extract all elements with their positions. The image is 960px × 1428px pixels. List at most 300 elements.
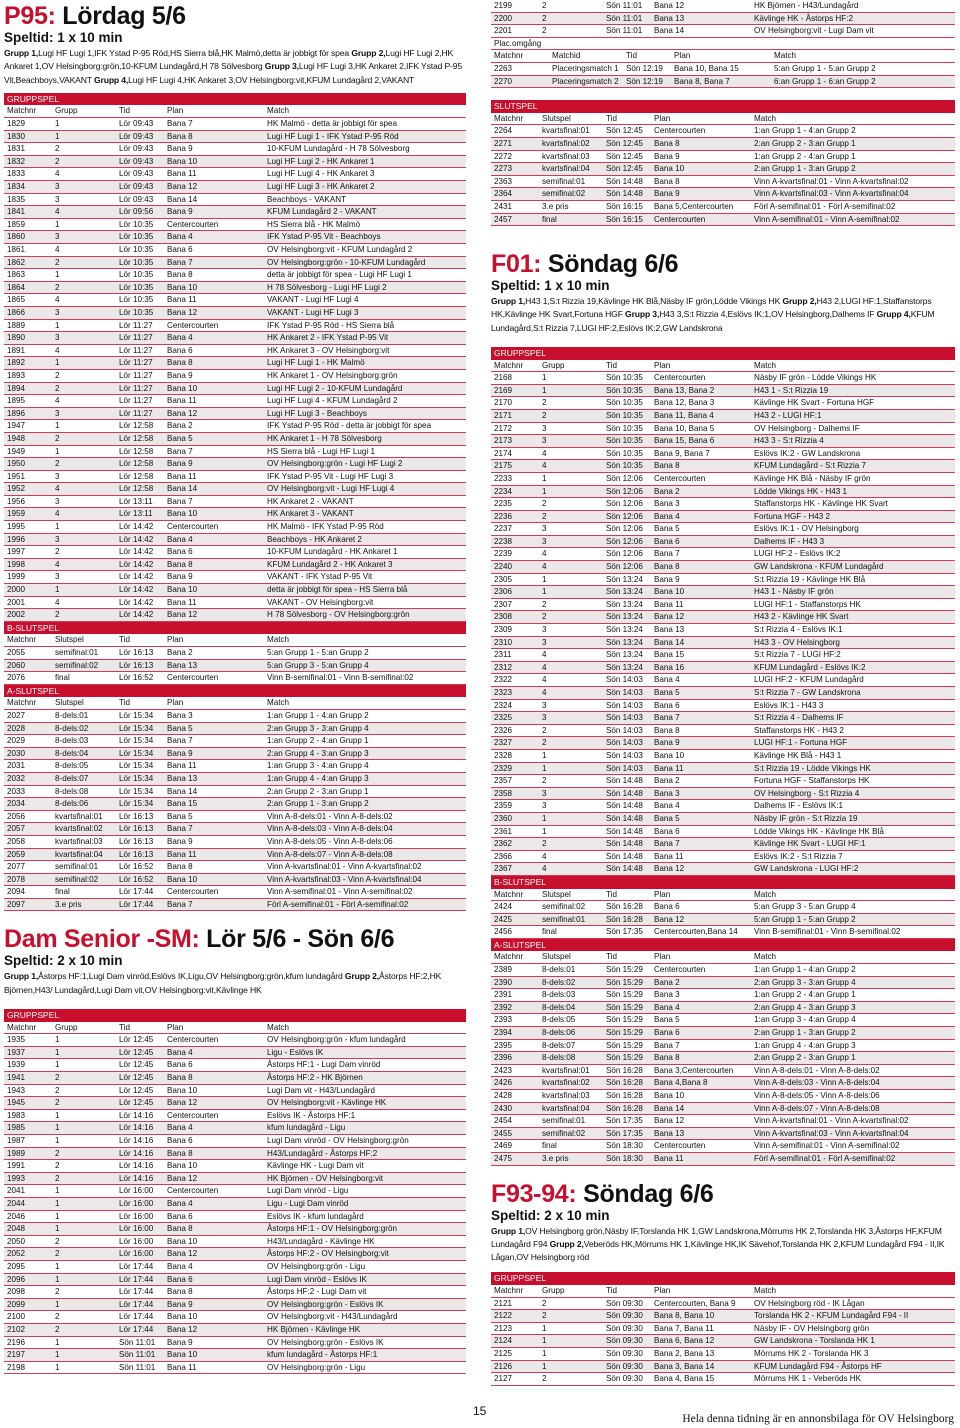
table-cell: Bana 8 xyxy=(167,1224,193,1234)
table-cell: Bana 9 xyxy=(654,738,680,748)
table-cell: Vinn A-kvartsfinal:01 - Vinn A-kvartsfinal:02 xyxy=(267,862,422,872)
table-cell: S:t Rizzia 7 - GW Landskrona xyxy=(754,688,861,698)
table-cell: Sön 09:30 xyxy=(606,1336,643,1346)
table-row xyxy=(491,1103,955,1116)
table-row xyxy=(491,863,955,876)
table-cell: Lör 16:13 xyxy=(119,660,154,670)
table-cell: Lör 14:42 xyxy=(119,585,154,595)
table-cell: Bana 6 xyxy=(167,547,193,557)
table-row xyxy=(491,1310,955,1323)
table-cell: Lör 15:34 xyxy=(119,748,154,758)
table-cell: 2 xyxy=(55,144,60,154)
table-cell: Förl A-semifinal:01 - Förl A-semifinal:02 xyxy=(267,899,409,909)
table-cell: Lör 10:35 xyxy=(119,282,154,292)
table-cell: 10-KFUM Lundagård - HK Ankaret 1 xyxy=(267,547,398,557)
table-cell: Lör 15:34 xyxy=(119,723,154,733)
table-cell: Bana 4 xyxy=(654,1002,680,1012)
table-cell: Lör 14:16 xyxy=(119,1173,154,1183)
table-cell: semifinal:01 xyxy=(55,648,99,658)
table-cell: Sön 13:24 xyxy=(606,574,643,584)
table-cell: 1991 xyxy=(7,1161,26,1171)
table-cell: 1:an Grupp 4 - 4:an Grupp 3 xyxy=(267,773,369,783)
table-cell: 2323 xyxy=(494,688,513,698)
table-cell: Sön 14:48 xyxy=(606,826,643,836)
table-cell: final xyxy=(542,214,557,224)
section-bar: GRUPPSPEL xyxy=(4,93,466,106)
table-cell: 1:an Grupp 3 - 4:an Grupp 4 xyxy=(754,1015,856,1025)
table-cell: Bana 8 xyxy=(654,1053,680,1063)
spacer xyxy=(491,335,955,347)
table-cell: Eslövs IK:2 - GW Landskrona xyxy=(754,448,861,458)
table-cell: Åstorps HF:1 - OV Helsingborg:grön xyxy=(267,1224,398,1234)
table-cell: 1892 xyxy=(7,358,26,368)
table-cell: Bana 11 xyxy=(167,471,197,481)
table-cell: Bana 8 xyxy=(167,1148,193,1158)
table-cell: 2392 xyxy=(494,1002,513,1012)
table-cell: S:t Rizzia 4 - Eslövs IK:1 xyxy=(754,625,843,635)
table-row xyxy=(4,1047,466,1060)
heading-code: P95: xyxy=(4,2,56,30)
table-cell: 2233 xyxy=(494,473,513,483)
table-cell: Bana 4,Bana 8 xyxy=(654,1078,708,1088)
table-row xyxy=(4,282,466,295)
table-cell: 2094 xyxy=(7,887,26,897)
table-row xyxy=(491,1335,955,1348)
table-cell: 1 xyxy=(55,585,60,595)
table-cell: 2 xyxy=(55,1249,60,1259)
table-row xyxy=(491,138,955,151)
table-cell: 2391 xyxy=(494,990,513,1000)
group-teams: Lugi HF Lugi 1,IFK Ystad P-95 Röd,HS Sierra blå,HK Malmö,detta är jobbigt för spea xyxy=(38,48,352,58)
table-row xyxy=(4,269,466,282)
table-cell: 1:an Grupp 3 - 4:an Grupp 4 xyxy=(267,761,369,771)
table-cell: Bana 9 xyxy=(167,748,193,758)
table-cell: 1 xyxy=(542,486,547,496)
section-heading xyxy=(4,925,466,953)
table-cell: Bana 2 xyxy=(654,977,680,987)
table-cell: Lör 16:52 xyxy=(119,874,154,884)
table-cell: 4 xyxy=(542,650,547,660)
table-cell: 2031 xyxy=(7,761,26,771)
table-cell: Förl A-semifinal:01 - Förl A-semifinal:02 xyxy=(754,201,896,211)
table-row xyxy=(491,0,955,13)
table-cell: 3.e pris xyxy=(542,1153,569,1163)
table-cell: Sön 17:35 xyxy=(606,1128,643,1138)
table-cell: 2328 xyxy=(494,750,513,760)
table-cell: Bana 10 xyxy=(654,1091,685,1101)
table-cell: Bana 6 xyxy=(167,245,193,255)
table-cell: 2078 xyxy=(7,874,26,884)
table-cell: Lör 17:44 xyxy=(119,1274,154,1284)
table-cell: Sön 14:48 xyxy=(606,864,643,874)
table-cell: 4 xyxy=(542,549,547,559)
table-row xyxy=(491,561,955,574)
table-cell: 8-dels:06 xyxy=(542,1028,576,1038)
spacer xyxy=(4,911,466,925)
table-cell: 2 xyxy=(542,1298,547,1308)
table-cell: 2 xyxy=(55,459,60,469)
table-cell: kvartsfinal:04 xyxy=(55,849,103,859)
column-header: Plan xyxy=(654,360,671,370)
table-cell: 2324 xyxy=(494,700,513,710)
table-cell: 2310 xyxy=(494,637,513,647)
table-cell: 1949 xyxy=(7,446,26,456)
table-cell: Lör 10:35 xyxy=(119,232,154,242)
table-cell: semifinal:02 xyxy=(542,189,586,199)
table-cell: KFUM Lundagård - Eslövs IK:2 xyxy=(754,662,866,672)
column-header: Matchnr xyxy=(494,113,524,123)
column-header: Tid xyxy=(119,698,130,708)
table-cell: 2 xyxy=(55,156,60,166)
table-cell: Lör 16:00 xyxy=(119,1236,154,1246)
table-row xyxy=(491,750,955,763)
table-cell: 2032 xyxy=(7,773,26,783)
table-cell: 5:an Grupp 1 - 5:an Grupp 2 xyxy=(267,648,369,658)
table-cell: HK Ankaret 3 - VAKANT xyxy=(267,509,354,519)
table-header xyxy=(4,105,466,118)
table-cell: Bana 3 xyxy=(654,788,680,798)
group-teams: Veberöds HK,Mörrums HK 1,Kävlinge HK,IK Sävehof,Torslanda HK 2,KFUM Lundagård F94 - II,IK Lågan,OV Helsingborg röd xyxy=(491,1238,945,1263)
table-cell: 2 xyxy=(55,282,60,292)
table-cell: 2456 xyxy=(494,927,513,937)
table-cell: 1 xyxy=(542,473,547,483)
table-cell: Bana 11 xyxy=(654,851,684,861)
table-cell: Sön 12:06 xyxy=(606,562,643,572)
table-cell: Bana 8 xyxy=(167,131,193,141)
table-cell: 2364 xyxy=(494,189,513,199)
table-row xyxy=(4,458,466,471)
table-cell: 2121 xyxy=(494,1298,513,1308)
table-cell: 2 xyxy=(55,547,60,557)
table-cell: 2 xyxy=(542,1311,547,1321)
table-cell: 2:an Grupp 1 - 3:an Grupp 2 xyxy=(754,1028,856,1038)
table-cell: Lör 17:44 xyxy=(119,1261,154,1271)
table-cell: Dalhems IF - H43 3 xyxy=(754,536,825,546)
table-row xyxy=(491,788,955,801)
table-cell: Lör 14:42 xyxy=(119,559,154,569)
table-cell: 2060 xyxy=(7,660,26,670)
table-cell: HK Malmö - detta är jobbigt för spea xyxy=(267,119,398,129)
table-cell: 2396 xyxy=(494,1053,513,1063)
table-cell: Sön 16:15 xyxy=(606,201,643,211)
table-cell: 3 xyxy=(55,232,60,242)
table-cell: 3 xyxy=(542,713,547,723)
table-cell: Lör 16:13 xyxy=(119,849,154,859)
table-cell: Bana 14 xyxy=(654,26,685,36)
table-cell: 1 xyxy=(55,1261,60,1271)
table-cell: final xyxy=(542,927,557,937)
table-cell: 2027 xyxy=(7,710,26,720)
table-cell: Sön 12:45 xyxy=(606,164,643,174)
table-cell: Bana 12 xyxy=(167,1098,198,1108)
table-cell: Bana 11 xyxy=(167,396,197,406)
group-teams: H43 3,S:t Rizzia 4,Eslövs IK:1,OV Helsingborg,Dalhems IF xyxy=(659,309,877,320)
table-cell: 1 xyxy=(55,1060,60,1070)
table-cell: 1 xyxy=(542,750,547,760)
table-cell: 1890 xyxy=(7,333,26,343)
table-cell: 8-dels:05 xyxy=(542,1015,576,1025)
table-cell: 2325 xyxy=(494,713,513,723)
table-cell: 1835 xyxy=(7,194,26,204)
table-cell: 3 xyxy=(55,534,60,544)
table-row xyxy=(4,647,466,660)
table-cell: Lödde Vikings HK - Kävlinge HK Blå xyxy=(754,826,884,836)
table-row xyxy=(4,672,466,685)
table-cell: Bana 10 xyxy=(167,1350,198,1360)
table-cell: Torslanda HK 2 - KFUM Lundagård F94 - II xyxy=(754,1311,909,1321)
table-cell: 2100 xyxy=(7,1312,26,1322)
table-cell: 4 xyxy=(55,509,60,519)
table-cell: Lör 16:52 xyxy=(119,673,154,683)
table-cell: Bana 11 xyxy=(654,1153,684,1163)
table-cell: KFUM Lundagård - S:t Rizzia 7 xyxy=(754,461,867,471)
table-cell: kvartsfinal:01 xyxy=(542,1065,590,1075)
table-cell: 1 xyxy=(55,1274,60,1284)
table-cell: Lör 14:16 xyxy=(119,1161,154,1171)
column-header: Matchid xyxy=(552,51,581,61)
table-cell: 1 xyxy=(542,1336,547,1346)
table-row xyxy=(4,609,466,622)
column-header: Matchnr xyxy=(494,1286,524,1296)
table-cell: Bana 8 xyxy=(654,138,680,148)
table-cell: Sön 09:30 xyxy=(606,1349,643,1359)
table-row xyxy=(4,748,466,761)
table-cell: Centercourten xyxy=(167,887,219,897)
table-cell: Bana 8 xyxy=(167,559,193,569)
section-bar: A-SLUTSPEL xyxy=(491,939,955,952)
table-cell: 1859 xyxy=(7,219,26,229)
table-row xyxy=(4,320,466,333)
table-row xyxy=(491,1348,955,1361)
table-cell: 2041 xyxy=(7,1186,26,1196)
table-row xyxy=(4,508,466,521)
table-cell: Lör 17:44 xyxy=(119,1299,154,1309)
table-cell: semifinal:02 xyxy=(542,902,586,912)
table-cell: 2425 xyxy=(494,914,513,924)
table-row xyxy=(4,861,466,874)
table-header xyxy=(491,360,955,373)
column-header: Match xyxy=(267,635,290,645)
table-cell: LUGI HF:1 - Staffanstorps HK xyxy=(754,599,861,609)
table-cell: Lugi Dam vit - H43/Lundagård xyxy=(267,1085,375,1095)
table-header xyxy=(491,113,955,126)
table-cell: Bana 12 xyxy=(167,1173,198,1183)
table-cell: Lör 16:13 xyxy=(119,648,154,658)
table-cell: 8-dels:01 xyxy=(55,710,89,720)
table-cell: 2 xyxy=(542,776,547,786)
table-cell: final xyxy=(55,673,70,683)
table-cell: Lör 15:34 xyxy=(119,786,154,796)
table-cell: 4 xyxy=(542,675,547,685)
table-cell: 1862 xyxy=(7,257,26,267)
table-cell: final xyxy=(55,887,70,897)
table-cell: 2 xyxy=(55,370,60,380)
column-header: Match xyxy=(267,106,290,116)
table-cell: 1983 xyxy=(7,1110,26,1120)
table-cell: Åstorps HF:2 - OV Helsingborg:vit xyxy=(267,1249,389,1259)
table-cell: 2393 xyxy=(494,1015,513,1025)
table-cell: Bana 10 xyxy=(167,874,198,884)
table-cell: Sön 10:35 xyxy=(606,461,643,471)
table-cell: Bana 6 xyxy=(654,1028,680,1038)
table-cell: Lör 12:58 xyxy=(119,421,154,431)
table-cell: 2 xyxy=(55,1073,60,1083)
table-row xyxy=(4,370,466,383)
table-cell: 4 xyxy=(542,461,547,471)
table-cell: Bana 2 xyxy=(167,648,193,658)
table-row xyxy=(491,76,955,89)
table-cell: Lör 15:34 xyxy=(119,773,154,783)
table-row xyxy=(4,823,466,836)
table-row xyxy=(491,725,955,738)
table-cell: 1866 xyxy=(7,307,26,317)
section-bar: B-SLUTSPEL xyxy=(491,876,955,889)
table-row xyxy=(491,574,955,587)
footer-note: Hela denna tidning är en annonsbilaga för OV Helsingborg xyxy=(682,1413,954,1425)
table-cell: kvartsfinal:02 xyxy=(55,824,103,834)
heading-title: Lör 5/6 - Sön 6/6 xyxy=(199,925,395,954)
table-cell: 2270 xyxy=(494,76,513,86)
column-header: Tid xyxy=(606,113,617,123)
table-cell: 2:an Grupp 1 - 3:an Grupp 2 xyxy=(754,164,856,174)
table-cell: Bana 14 xyxy=(654,637,685,647)
table-cell: Lör 09:43 xyxy=(119,131,154,141)
table-cell: Sön 14:48 xyxy=(606,788,643,798)
table-cell: 1 xyxy=(55,1198,60,1208)
table-cell: Bana 12 xyxy=(167,610,198,620)
table-cell: Bana 9 xyxy=(167,459,193,469)
table-cell: 2389 xyxy=(494,965,513,975)
table-row xyxy=(4,886,466,899)
column-header: Match xyxy=(754,889,777,899)
table-cell: Bana 12 xyxy=(654,864,685,874)
table-cell: 2175 xyxy=(494,461,513,471)
table-cell: Bana 3, Bana 14 xyxy=(654,1361,715,1371)
group-description xyxy=(491,1225,955,1265)
table-cell: HS Sierra blå - Lugi HF Lugi 1 xyxy=(267,446,375,456)
table-cell: H 78 Sölvesborg - OV Helsingborg:grön xyxy=(267,610,410,620)
column-header: Tid xyxy=(119,635,130,645)
table-cell: Bana 5 xyxy=(654,813,680,823)
table-cell: Sön 10:35 xyxy=(606,410,643,420)
table-cell: 2 xyxy=(55,1312,60,1322)
table-cell: 2102 xyxy=(7,1324,26,1334)
table-cell: 4 xyxy=(542,662,547,672)
table-row xyxy=(4,1299,466,1312)
table-cell: kvartsfinal:03 xyxy=(542,151,590,161)
table-cell: 2426 xyxy=(494,1078,513,1088)
table-cell: 2173 xyxy=(494,436,513,446)
table-cell: 1 xyxy=(542,1349,547,1359)
table-cell: 1935 xyxy=(7,1035,26,1045)
column-header: Matchnr xyxy=(494,51,524,61)
table-header xyxy=(491,951,955,964)
table-cell: Sön 09:30 xyxy=(606,1298,643,1308)
table-cell: Sön 16:28 xyxy=(606,1103,643,1113)
table-cell: Sön 14:03 xyxy=(606,675,643,685)
table-cell: Centercourten, Bana 9 xyxy=(654,1298,736,1308)
table-cell: 2 xyxy=(55,1236,60,1246)
table-cell: Bana 15 xyxy=(654,650,685,660)
table-cell: 1 xyxy=(542,373,547,383)
table-cell: 3 xyxy=(55,307,60,317)
table-cell: 3 xyxy=(542,700,547,710)
table-cell: H43 1 - Näsby IF grön xyxy=(754,587,834,597)
table-cell: Sön 12:45 xyxy=(606,138,643,148)
table-cell: Sön 12:06 xyxy=(606,473,643,483)
table-row xyxy=(4,735,466,748)
table-cell: H43 3 - OV Helsingborg xyxy=(754,637,840,647)
table-cell: 1950 xyxy=(7,459,26,469)
table-row xyxy=(491,1027,955,1040)
column-header: Tid xyxy=(119,106,130,116)
table-row xyxy=(491,800,955,813)
table-cell: 8-dels:02 xyxy=(55,723,89,733)
table-cell: 3 xyxy=(542,436,547,446)
table-row xyxy=(4,1148,466,1161)
table-cell: OV Helsingborg:vit - Lugi HF Lugi 4 xyxy=(267,484,395,494)
table-cell: Vinn A-8-dels:07 - Vinn A-8-dels:08 xyxy=(267,849,393,859)
table-cell: 2306 xyxy=(494,587,513,597)
table-header xyxy=(491,1285,955,1298)
table-cell: Bana 3 xyxy=(167,710,193,720)
table-cell: 1 xyxy=(55,119,60,129)
table-cell: Centercourten xyxy=(167,673,219,683)
table-cell: Bana 3 xyxy=(654,499,680,509)
table-cell: S:t Rizzia 19 - Lödde Vikings HK xyxy=(754,763,871,773)
table-cell: Bana 9 xyxy=(167,1299,193,1309)
table-cell: 2264 xyxy=(494,126,513,136)
table-cell: Bana 14 xyxy=(167,484,198,494)
table-cell: Lör 12:58 xyxy=(119,471,154,481)
table-cell: Vinn A-8-dels:03 - Vinn A-8-dels:04 xyxy=(267,824,393,834)
table-cell: 2394 xyxy=(494,1028,513,1038)
table-cell: 1 xyxy=(55,446,60,456)
column-header: Grupp xyxy=(55,106,78,116)
left-column xyxy=(4,0,466,1374)
table-cell: 1 xyxy=(55,320,60,330)
table-cell: Bana 10 xyxy=(167,1236,198,1246)
table-cell: Lör 16:00 xyxy=(119,1211,154,1221)
table-row xyxy=(491,486,955,499)
table-cell: Lör 11:27 xyxy=(119,320,153,330)
table-cell: Ligu - Eslövs IK xyxy=(267,1047,324,1057)
table-cell: Bana 7 xyxy=(167,899,193,909)
table-cell: 2309 xyxy=(494,625,513,635)
table-cell: 1896 xyxy=(7,408,26,418)
table-header xyxy=(491,889,955,902)
table-cell: Lör 16:13 xyxy=(119,824,154,834)
column-header: Match xyxy=(774,51,797,61)
table-cell: 2322 xyxy=(494,675,513,685)
table-cell: 2127 xyxy=(494,1374,513,1384)
table-cell: Bana 7 xyxy=(167,824,193,834)
table-cell: 1943 xyxy=(7,1085,26,1095)
table-cell: Lör 16:00 xyxy=(119,1186,154,1196)
table-cell: Lör 17:44 xyxy=(119,899,154,909)
table-cell: Bana 9 xyxy=(654,574,680,584)
table-cell: 4 xyxy=(55,345,60,355)
table-cell: Sön 10:35 xyxy=(606,448,643,458)
table-cell: 1841 xyxy=(7,207,26,217)
table-cell: Kävlinge HK Svart - Fortuna HGF xyxy=(754,398,875,408)
group-description xyxy=(4,47,466,87)
column-header: Slutspel xyxy=(55,698,84,708)
table-cell: Sön 10:35 xyxy=(606,385,643,395)
table-cell: Sön 12:06 xyxy=(606,511,643,521)
table-cell: 2169 xyxy=(494,385,513,395)
table-header xyxy=(4,1022,466,1035)
